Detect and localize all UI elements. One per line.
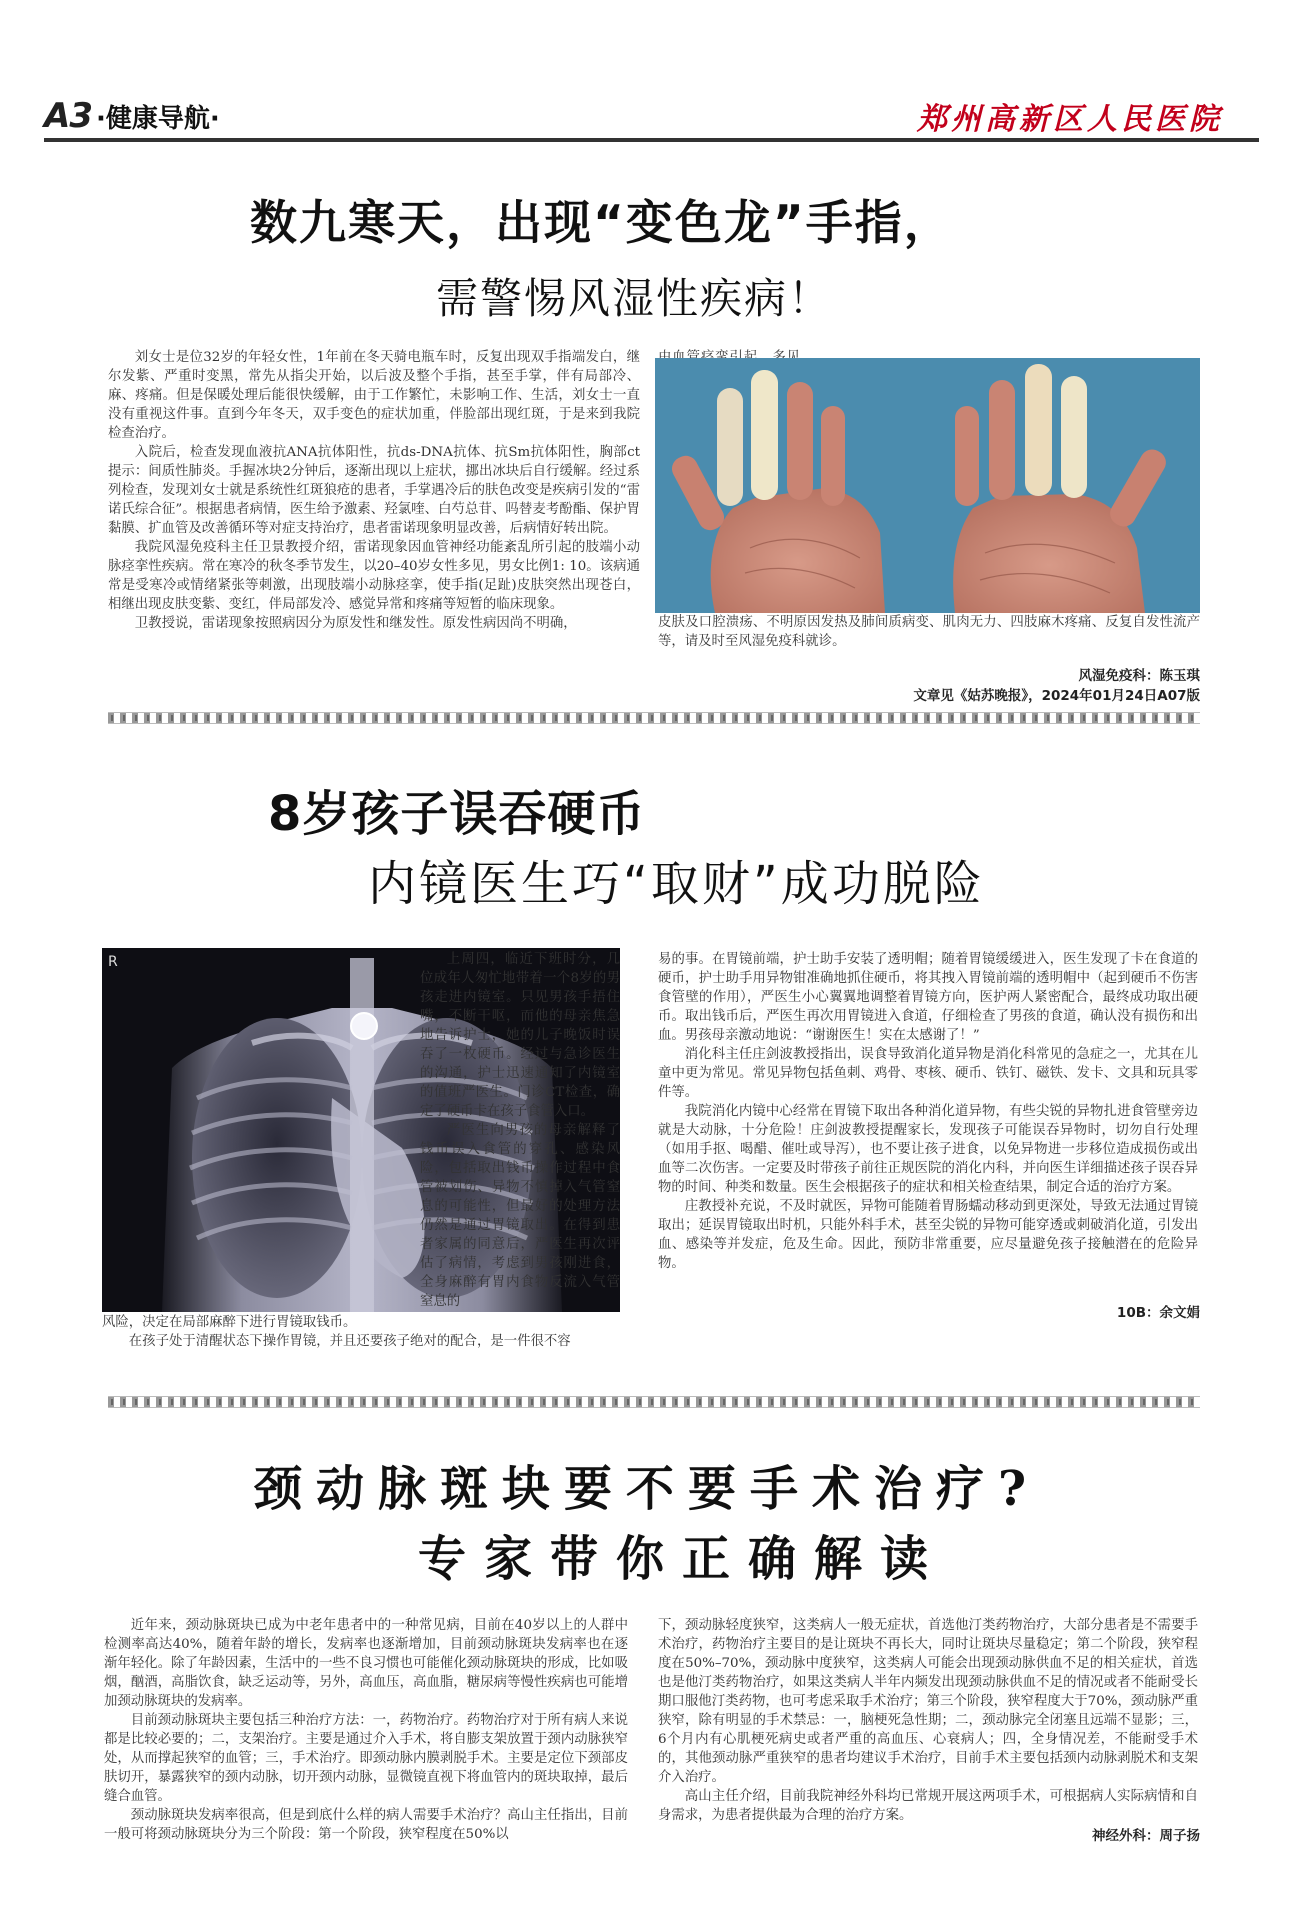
- paragraph: 近年来，颈动脉斑块已成为中老年患者中的一种常见病，目前在40岁以上的人群中检测率高达40%，随着年龄的增长，发病率也逐渐增加，目前颈动脉斑块发病率也在逐渐年轻化。除了年龄因素，生活中的一些不良习惯也可能催化颈动脉斑块的形成，比如吸烟，酗酒，高脂饮食，缺乏运动等，另外，高血压，高血脂，糖尿病等慢性疾病也可能增加颈动脉斑块的发病率。: [104, 1618, 628, 1709]
- section-separator: [108, 712, 1200, 724]
- paragraph: 刘女士是位32岁的年轻女性，1年前在冬天骑电瓶车时，反复出现双手指端发白，继尔发紫、严重时变黑，常先从指尖开始，以后波及整个手指，甚至手掌，伴有局部冷、麻、疼痛。但是保暖处理后能很快缓解，由于工作繁忙，未影响工作、生活，刘女士一直没有重视这件事。直到今年冬天，双手变色的症状加重，伴脸部出现红斑，于是来到我院检查治疗。: [108, 350, 640, 441]
- author-line: 风湿免疫科：陈玉琪: [1078, 668, 1200, 684]
- paragraph: 高山主任介绍，目前我院神经外科均已常规开展这两项手术，可根据病人实际病情和自身需求，为患者提供最为合理的治疗方案。: [658, 1789, 1198, 1823]
- page-tag: [44, 96, 220, 136]
- paragraph: 下，颈动脉轻度狭窄，这类病人一般无症状，首选他汀类药物治疗，大部分患者是不需要手术治疗，药物治疗主要目的是让斑块不再长大，同时让斑块尽量稳定；第二个阶段，狭窄程度在50%–70%，颈动脉中度狭窄，这类病人可能会出现颈动脉供血不足的相关症状，首选也是他汀类药物治疗，如果这类病人半年内频发出现颈动脉供血不足的情况或者不能耐受长期口服他汀类药物，也可考虑采取手术治疗；第三个阶段，狭窄程度大于70%，颈动脉严重狭窄，除有明显的手术禁忌：一，脑梗死急性期；二，颈动脉完全闭塞且远端不显影；三，6个月内有心肌梗死病史或者严重的高血压、心衰病人；四，全身情况差，不能耐受手术的，其他颈动脉严重狭窄的患者均建议手术治疗，目前手术主要包括颈内动脉剥脱术和支架介入治疗。: [658, 1618, 1198, 1785]
- paragraph: 消化科主任庄剑波教授指出，误食导致消化道异物是消化科常见的急症之一，尤其在儿童中更为常见。常见异物包括鱼刺、鸡骨、枣核、硬币、铁钉、磁铁、发卡、文具和玩具零件等。: [658, 1047, 1198, 1100]
- paragraph: 上周四，临近下班时分，几位成年人匆忙地带着一个8岁的男孩走进内镜室。只见男孩手捂住嘴，不断干呕，而他的母亲焦急地告诉护士，她的儿子晚饭时误吞了一枚硬币。经过与急诊医生的沟通，护士迅速通知了内镜室的值班严医生。门诊CT检查，确定了硬币卡在孩子食管入口。: [420, 952, 620, 1119]
- source-line: 文章见《姑苏晚报》，2024年01月24日A07版: [913, 688, 1200, 704]
- article3-title-line2: 专家带你正确解读: [418, 1531, 947, 1587]
- article2-title-line1: 8岁孩子误吞硬币: [268, 786, 646, 842]
- header-rule: [44, 138, 1259, 142]
- page-code: A3: [44, 96, 92, 136]
- paragraph: 风险，决定在局部麻醉下进行胃镜取钱币。: [102, 1315, 357, 1330]
- hands-photo: [655, 358, 1200, 613]
- article1-byline: [680, 666, 1200, 706]
- section-separator: [108, 1396, 1200, 1408]
- article2-byline: 10B：余文娟: [1116, 1305, 1200, 1321]
- paragraph: 入院后，检查发现血液抗ANA抗体阳性，抗ds-DNA抗体、抗Sm抗体阳性，胸部ct提示：间质性肺炎。手握冰块2分钟后，逐渐出现以上症状，挪出冰块后自行缓解。经过系列检查，发现刘女士就是系统性红斑狼疮的患者，手掌遇冷后的肤色改变是疾病引发的“雷诺氏综合征”。根据患者病情，医生给予激素、羟氯喹、白芍总苷、吗替麦考酚酯、保护胃黏膜、扩血管及改善循环等对症支持治疗，患者雷诺现象明显改善，后病情好转出院。: [108, 445, 640, 536]
- hospital-name: 郑州高新区人民医院: [917, 102, 1223, 137]
- paragraph: 颈动脉斑块发病率很高，但是到底什么样的病人需要手术治疗？高山主任指出，目前一般可将颈动脉斑块分为三个阶段：第一个阶段，狭窄程度在50%以: [104, 1808, 628, 1842]
- paragraph: 我院风湿免疫科主任卫景教授介绍，雷诺现象因血管神经功能紊乱所引起的肢端小动脉痉挛性疾病。常在寒冷的秋冬季节发生，以20–40岁女性多见，男女比例1: 10。该病通常是受寒冷或情绪紧张等刺激，出现肢端小动脉痉挛，使手指(足趾)皮肤突然出现苍白，相继出现皮肤变紫、变红，伴局部发冷、感觉异常和疼痛等短暂的临床现象。: [108, 540, 640, 612]
- article2-column2: [658, 950, 1198, 1273]
- article2-column1-wrap: [420, 950, 620, 1311]
- article3-column1: [104, 1616, 628, 1844]
- section-name: ·健康导航·: [95, 104, 220, 134]
- paragraph: 庄教授补充说，不及时就医，异物可能随着胃肠蠕动移动到更深处，导致无法通过胃镜取出；延误胃镜取出时机，只能外科手术，甚至尖锐的异物可能穿透或刺破消化道，引发出血、感染等并发症，危及生命。因此，预防非常重要，应尽量避免孩子接触潜在的危险异物。: [658, 1199, 1198, 1271]
- article1-column2-wide: [658, 613, 1200, 651]
- paragraph: 我院消化内镜中心经常在胃镜下取出各种消化道异物，有些尖锐的异物扎进食管壁旁边就是大动脉，十分危险！庄剑波教授提醒家长，发现孩子可能误吞异物时，切勿自行处理（如用手抠、喝醋、催吐或导泻），也不要让孩子进食，以免异物进一步移位造成损伤或出血等二次伤害。一定要及时带孩子前往正规医院的消化内科，并向医生详细描述孩子误吞异物的时间、种类和数量。医生会根据孩子的症状和相关检查结果，制定合适的治疗方案。: [658, 1104, 1198, 1195]
- article1-title-line2: 需警惕风湿性疾病！: [436, 274, 833, 323]
- paragraph: 卫教授说，雷诺现象按照病因分为原发性和继发性。原发性病因尚不明确，: [134, 616, 577, 631]
- paragraph: 严医生向男孩的母亲解释了钱币误入食管的穿孔、感染风险，包括取出钱币操作过程中食管被划伤、异物不慎掉入气管窒息的可能性，但最好的处理方法仍然是通过胃镜取出。在得到患者家属的同意后，严医生再次评估了病情，考虑到男孩刚进食，全身麻醉有胃内食物反流入气管窒息的: [420, 1123, 620, 1309]
- article1-title-line1: 数九寒天，出现“变色龙”手指，: [250, 196, 953, 251]
- article3-column2: [658, 1616, 1198, 1825]
- paragraph: 目前颈动脉斑块主要包括三种治疗方法：一，药物治疗。药物治疗对于所有病人来说都是比较必要的；二，支架治疗。主要是通过介入手术，将自膨支架放置于颈内动脉狭窄处，从而撑起狭窄的血管；三，手术治疗。即颈动脉内膜剥脱手术。主要是定位下颈部皮肤切开，暴露狭窄的颈内动脉，切开颈内动脉，显微镜直视下将血管内的斑块取掉，最后缝合血管。: [104, 1713, 628, 1804]
- paragraph: 易的事。在胃镜前端，护士助手安装了透明帽；随着胃镜缓缓进入，医生发现了卡在食道的硬币，护士助手用异物钳准确地抓住硬币，将其拽入胃镜前端的透明帽中（起到硬币不伤害食管壁的作用），严医生小心翼翼地调整着胃镜方向，医护两人紧密配合，最终成功取出硬币。取出钱币后，严医生再次用胃镜进入食道，仔细检查了男孩的食道，确认没有损伤和出血。男孩母亲激动地说：“谢谢医生！实在太感谢了！”: [658, 952, 1198, 1043]
- article1-column1: [108, 348, 640, 633]
- article2-title-line2: 内镜医生巧“取财”成功脱险: [368, 856, 985, 912]
- article2-column1-bottom: [102, 1313, 620, 1351]
- paragraph: 皮肤及口腔溃疡、不明原因发热及肺间质病变、肌肉无力、四肢麻木疼痛、反复自发性流产等，请及时至风湿免疫科就诊。: [658, 615, 1200, 649]
- article3-byline: 神经外科：周子扬: [1092, 1828, 1200, 1844]
- xray-orientation-mark: R: [108, 954, 118, 970]
- article3-title-line1: 颈动脉斑块要不要手术治疗?: [254, 1461, 1041, 1517]
- paragraph: 在孩子处于清醒状态下操作胃镜，并且还要孩子绝对的配合，是一件很不容: [128, 1334, 571, 1349]
